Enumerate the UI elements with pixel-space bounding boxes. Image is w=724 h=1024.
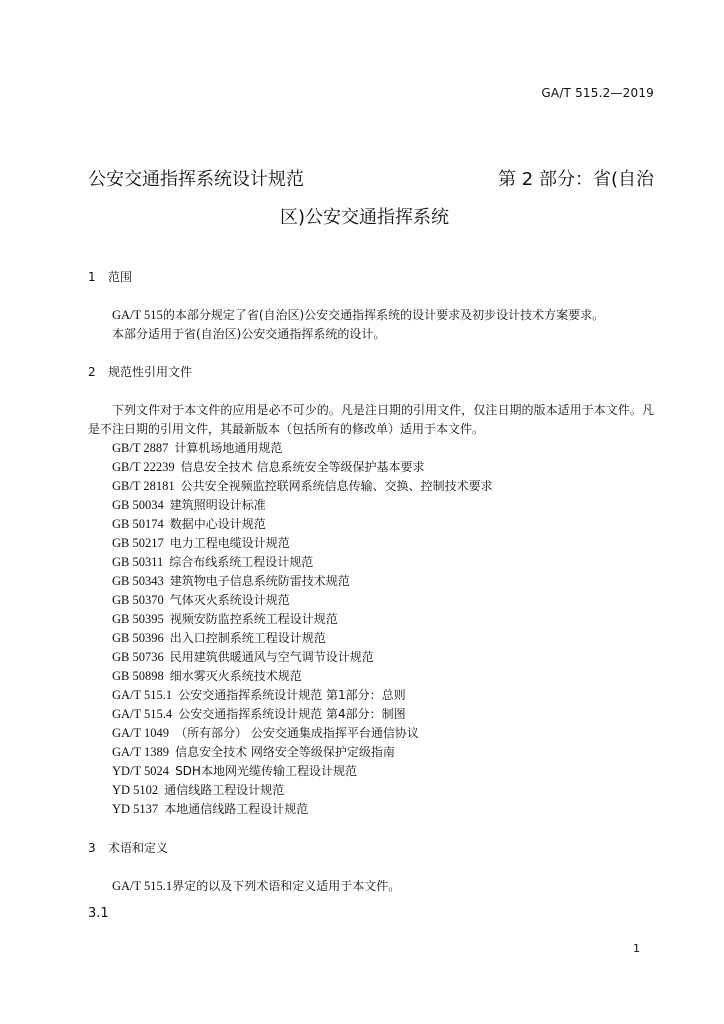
list-item — [112, 629, 493, 648]
reference-list — [112, 439, 493, 819]
ref-code: GB 50311 — [112, 555, 164, 569]
ref-title: 电力工程电缆设计规范 — [169, 536, 290, 550]
ref-title: 信息安全技术 网络安全等级保护定级指南 — [175, 745, 395, 759]
ref-title: 建筑物电子信息系统防雷技术规范 — [169, 574, 350, 588]
ref-title: 公共安全视频监控联网系统信息传输、交换、控制技术要求 — [180, 479, 493, 493]
section-heading-normative — [88, 363, 192, 380]
terms-standard-code: GA/T 515.1 — [112, 879, 173, 893]
scope-paragraph-1 — [112, 306, 604, 323]
ref-title: 信息安全技术 信息系统安全等级保护基本要求 — [180, 460, 425, 474]
ref-title: 数据中心设计规范 — [169, 517, 266, 531]
ref-code: GB/T 28181 — [112, 479, 175, 493]
ref-title: 本地通信线路工程设计规范 — [164, 802, 309, 816]
list-item — [112, 762, 493, 781]
ref-title: 气体灭火系统设计规范 — [169, 593, 290, 607]
ref-code: GB 50343 — [112, 574, 164, 588]
ref-code: GB 50370 — [112, 593, 164, 607]
list-item — [112, 534, 493, 553]
ref-code: GB 50898 — [112, 669, 164, 683]
list-item — [112, 439, 493, 458]
ref-title: 综合布线系统工程设计规范 — [169, 555, 314, 569]
ref-title: 出入口控制系统工程设计规范 — [169, 631, 326, 645]
list-item — [112, 572, 493, 591]
section-title: 范围 — [108, 270, 133, 284]
section-number: 2 — [88, 365, 96, 379]
ref-code: GB 50217 — [112, 536, 164, 550]
list-item — [112, 781, 493, 800]
normative-intro: 下列文件对于本文件的应用是必不可少的。凡是注日期的引用文件，仅注日期的版本适用于本文件。凡是不注日期的引用文件，其最新版本（包括所有的修改单）适用于本文件。 — [88, 403, 654, 436]
list-item — [112, 515, 493, 534]
ref-code: YD 5137 — [112, 802, 159, 816]
standard-code: GA/T 515.2—2019 — [541, 86, 654, 100]
ref-title: 通信线路工程设计规范 — [164, 783, 285, 797]
section-title: 术语和定义 — [108, 841, 169, 855]
ref-title: 视频安防监控系统工程设计规范 — [169, 612, 338, 626]
list-item — [112, 667, 493, 686]
list-item — [112, 648, 493, 667]
title-part: 第 2 部分：省(自治 — [498, 169, 654, 190]
list-item — [112, 477, 493, 496]
ref-code: GB 50395 — [112, 612, 164, 626]
ref-code: GB/T 2887 — [112, 441, 169, 455]
list-item — [112, 743, 493, 762]
scope-text-1: 的本部分规定了省(自治区)公安交通指挥系统的设计要求及初步设计技术方案要求。 — [162, 308, 605, 322]
list-item — [112, 496, 493, 515]
list-item — [112, 591, 493, 610]
list-item — [112, 724, 493, 743]
scope-standard-code: GA/T 515 — [112, 308, 163, 322]
ref-code: GA/T 515.4 — [112, 707, 173, 721]
ref-title: 计算机场地通用规范 — [174, 441, 283, 455]
ref-code: YD/T 5024 — [112, 764, 170, 778]
ref-title: 民用建筑供暖通风与空气调节设计规范 — [169, 650, 374, 664]
ref-code: GB 50736 — [112, 650, 164, 664]
ref-code: GA/T 1049 — [112, 726, 170, 740]
page-number: 1 — [633, 942, 640, 955]
scope-paragraph-2: 本部分适用于省(自治区)公安交通指挥系统的设计。 — [112, 327, 386, 341]
title-main: 公安交通指挥系统设计规范 — [88, 169, 304, 190]
terms-paragraph-1 — [112, 877, 400, 894]
ref-code: GB 50034 — [112, 498, 164, 512]
list-item — [112, 686, 493, 705]
list-item — [112, 458, 493, 477]
section-heading-scope — [88, 268, 132, 285]
list-item — [112, 705, 493, 724]
ref-code: GA/T 515.1 — [112, 688, 173, 702]
list-item — [112, 800, 493, 819]
subsection-number: 3.1 — [88, 906, 109, 921]
ref-code: GB 50174 — [112, 517, 164, 531]
ref-title: 建筑照明设计标准 — [169, 498, 266, 512]
terms-text-1: 界定的以及下列术语和定义适用于本文件。 — [172, 879, 401, 893]
title-line2: 区)公安交通指挥系统 — [280, 207, 450, 228]
ref-title: SDH本地网光缆传输工程设计规范 — [175, 764, 357, 778]
ref-title: 公安交通指挥系统设计规范 第4部分：制图 — [178, 707, 406, 721]
ref-title: （所有部分） 公安交通集成指挥平台通信协议 — [175, 726, 419, 740]
section-title: 规范性引用文件 — [108, 365, 193, 379]
ref-code: GB/T 22239 — [112, 460, 175, 474]
ref-code: GB 50396 — [112, 631, 164, 645]
list-item — [112, 553, 493, 572]
section-number: 1 — [88, 270, 96, 284]
ref-code: GA/T 1389 — [112, 745, 170, 759]
list-item — [112, 610, 493, 629]
ref-code: YD 5102 — [112, 783, 159, 797]
ref-title: 公安交通指挥系统设计规范 第1部分：总则 — [178, 688, 406, 702]
ref-title: 细水雾灭火系统技术规范 — [169, 669, 302, 683]
section-number: 3 — [88, 841, 96, 855]
section-heading-terms — [88, 839, 168, 856]
